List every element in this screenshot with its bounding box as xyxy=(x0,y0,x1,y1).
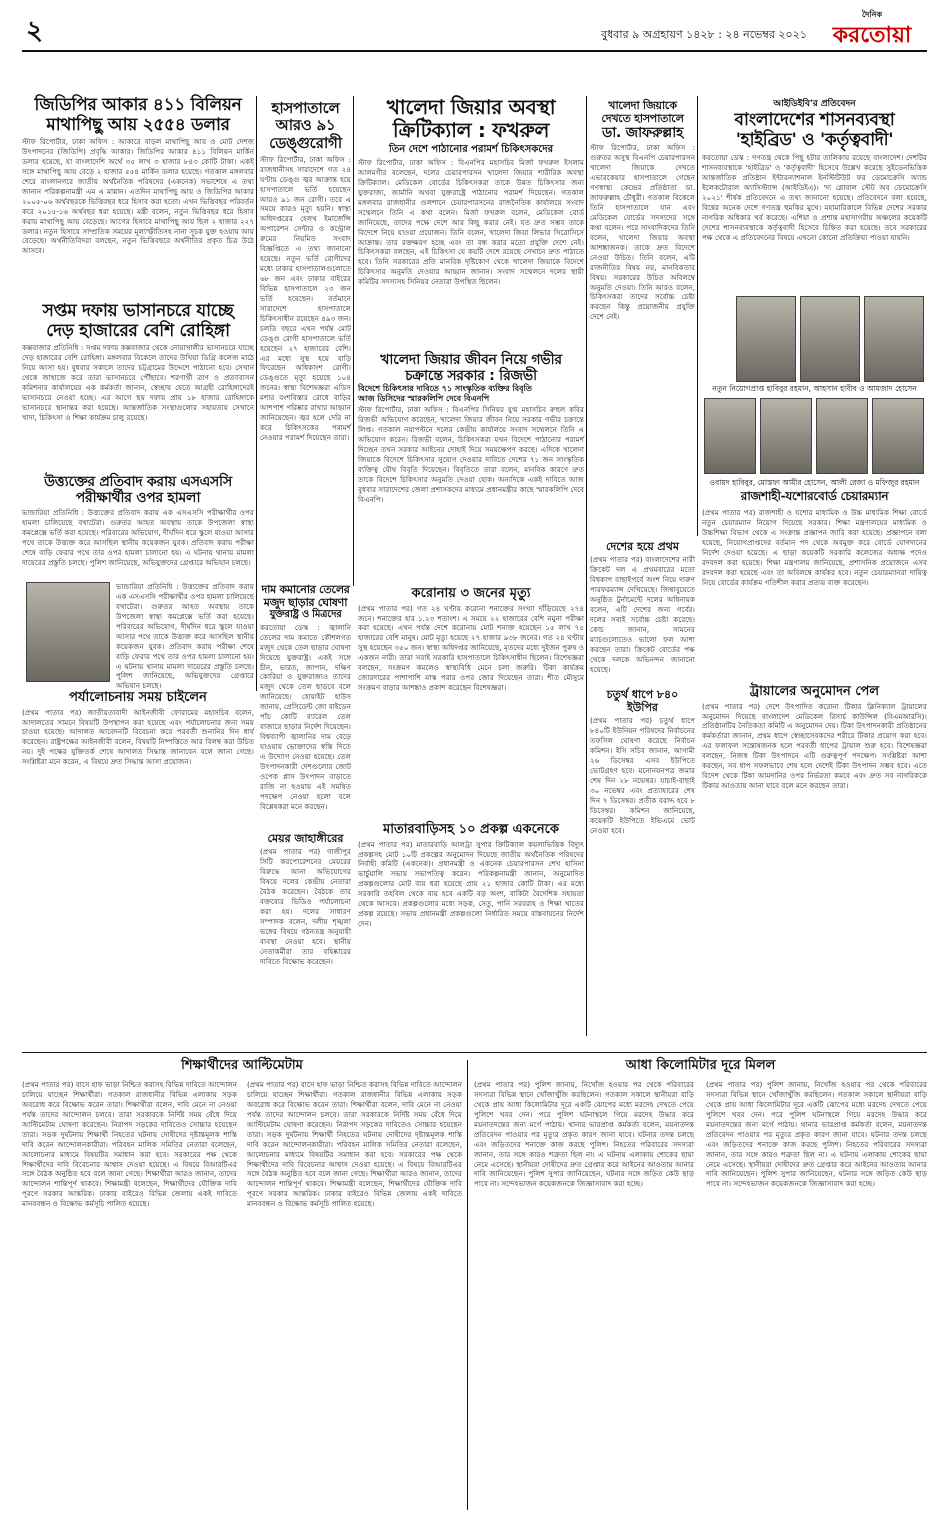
headline: পর্যালোচনায় সময় চাইলেন xyxy=(69,690,207,705)
article-body: (প্রথম পাতার পর) চতুর্থ ধাপে ৮৪০টি ইউনিয়ন পরিষদের নির্বাচনের তফসিল ঘোষণা করেছে নির্বাচন কমিশন। ইসি সচিব জানান, আগামী ২৬ ডিসেম্বর এসব ইউপিতে ভোটগ্রহণ হবে। মনোনয়নপত্র জমার শেষ দিন ২৮ নভেম্বর। যাচাই-বাছাই ৩০ নভেম্বর এবং প্রত্যাহারের শেষ দিন ৭ ডিসেম্বর। প্রতীক বরাদ্দ হবে ৮ ডিসেম্বর। কমিশন জানিয়েছে, কয়েকটি ইউপিতে ইভিএমে ভোট নেওয়া হবে। xyxy=(590,716,695,835)
article-body: করতোয়া ডেস্ক : জ্বালানি তেলের দাম কমাতে কৌশলগত মজুদ থেকে তেল ছাড়ার ঘোষণা দিয়েছে যুক্তরাষ্ট্র। একই সঙ্গে চীন, ভারত, জাপান, দক্ষিণ কোরিয়া ও যুক্তরাজ্যও তাদের মজুদ থেকে তেল ছাড়বে বলে জানিয়েছে। হোয়াইট হাউস জানায়, প্রেসিডেন্ট জো বাইডেন পাঁচ কোটি ব্যারেল তেল বাজারে ছাড়ার নির্দেশ দিয়েছেন। বিশ্বব্যাপী জ্বালানির দাম বেড়ে যাওয়ায় ভোক্তাদের স্বস্তি দিতে এ উদ্যোগ নেওয়া হয়েছে। তেল উৎপাদনকারী দেশগুলোর জোট ওপেক প্লাস উৎপাদন বাড়াতে রাজি না হওয়ায় এই সমন্বিত পদক্ষেপ নেওয়া হলো বলে বিশ্লেষকরা মনে করছেন। xyxy=(260,622,351,811)
article-oil-reserve xyxy=(260,584,351,830)
article-body: কক্সবাজার প্রতিনিধি : সপ্তম দফায় কক্সবাজার থেকে নোয়াখালীর ভাসানচরে যাচ্ছে দেড় হাজারের বেশি রোহিঙ্গা। মঙ্গলবার বিকেলে তাদের উখিয়া ডিগ্রি কলেজ মাঠে নিয়ে আসা হয়। বুধবার সকালে তাদের চট্টগ্রামের উদ্দেশে পাঠানো হবে। সেখান থেকে জাহাজে করে তারা ভাসানচরে পৌঁছাবে। শরণার্থী ত্রাণ ও প্রত্যাবাসন কমিশনার কার্যালয়ের এক কর্মকর্তা জানান, স্বেচ্ছায় যেতে আগ্রহী রোহিঙ্গাদেরই ভাসানচরে নেওয়া হচ্ছে। এর আগে ছয় দফায় প্রায় ১৮ হাজার রোহিঙ্গাকে ভাসানচরে স্থানান্তর করা হয়েছে। আন্তর্জাতিক সংস্থাগুলোর সহায়তায় সেখানে খাদ্য, চিকিৎসা ও শিক্ষা কার্যক্রম চালু রয়েছে। xyxy=(22,343,254,422)
article-body: স্টাফ রিপোর্টার, ঢাকা অফিস : আকারে বাড়ল মাথাপিছু আয় ও মোট দেশজ উৎপাদনের (জিডিপি) প্রবৃদ্ধি আকার। জিডিপির আকার ৪১১ বিলিয়ন মার্কিন ডলার হয়েছে, যা বাংলাদেশি অর্থে ৩৫ লাখ ৩ হাজার ৮৪৩ কোটি টাকা। একই সঙ্গে মাথাপিছু আয় বেড়ে ২ হাজার ৫৫৪ মার্কিন ডলার হয়েছে। গতকাল মঙ্গলবার শেরে বাংলানগরে জাতীয় অর্থনৈতিক পরিষদের (একনেক) সভাশেষে এ তথ্য জানান পরিকল্পনামন্ত্রী এম এ মান্নান। এতদিন মাথাপিছু আয় ও জিডিপির আকার ২০০৫-০৬ অর্থবছরকে ভিত্তিবছর ধরে হিসাব করা হতো। এখন ভিত্তিবছর পরিবর্তন করে ২০১৫-১৬ অর্থবছর ধরা হয়েছে। মন্ত্রী বলেন, নতুন ভিত্তিবছর ধরে হিসাব করায় মাথাপিছু আয় বেড়েছে। আগের হিসাবে মাথাপিছু আয় ছিল ২ হাজার ২২৭ ডলার। নতুন হিসাবে সাম্প্রতিক সময়ের মূল্যস্ফীতিসহ নানা সূচক যুক্ত হওয়ায় আয় বেড়েছে। অর্থনীতিবিদরা বলছেন, নতুন ভিত্তিবছরে অর্থনীতির প্রকৃত চিত্র উঠে আসবে। xyxy=(22,137,254,256)
section-rule xyxy=(22,1052,927,1053)
headline: চক্রান্তে সরকার : রিজভী xyxy=(405,368,537,385)
column-rule xyxy=(467,1060,468,1510)
article-body: স্টাফ রিপোর্টার, ঢাকা অফিস : গুরুতর অসুস্থ বিএনপি চেয়ারপারসন খালেদা জিয়াকে দেখতে এভারকেয়ার হাসপাতালে গেছেন গণস্বাস্থ্য কেন্দ্রের প্রতিষ্ঠাতা ডা. জাফরুল্লাহ চৌধুরী। গতকাল বিকেলে তিনি হাসপাতালে যান এবং মেডিকেল বোর্ডের সদস্যদের সঙ্গে কথা বলেন। পরে সাংবাদিকদের তিনি বলেন, খালেদা জিয়ার অবস্থা আশঙ্কাজনক। তাকে দ্রুত বিদেশে নেওয়া উচিত। তিনি বলেন, এটি রাজনীতির বিষয় নয়, মানবিকতার বিষয়। সরকারের উচিত অবিলম্বে অনুমতি দেওয়া। তিনি আরও বলেন, চিকিৎসকরা তাদের সর্বোচ্চ চেষ্টা করছেন কিন্তু প্রয়োজনীয় প্রযুক্তি দেশে নেই। xyxy=(590,143,695,322)
article-body: (প্রথম পাতার পর) গাজীপুর সিটি করপোরেশনের মেয়রের বিরুদ্ধে আনা অভিযোগের বিষয়ে দলের কেন্দ্রীয় নেতারা বৈঠক করেছেন। বৈঠকে তার বক্তব্যের ভিডিও পর্যালোচনা করা হয়। দলের সাধারণ সম্পাদক বলেন, দলীয় শৃঙ্খলা ভঙ্গের বিষয়ে গঠনতন্ত্র অনুযায়ী ব্যবস্থা নেওয়া হবে। স্থানীয় নেতাকর্মীরা তার বহিষ্কারের দাবিতে বিক্ষোভ করেছেন। xyxy=(260,847,351,966)
article-half-km xyxy=(474,1058,927,1510)
article-rizvi xyxy=(358,352,584,574)
logo-text: করতোয়া xyxy=(832,22,912,48)
portrait-photo xyxy=(736,296,796,382)
article-body: ভান্ডারিয়া প্রতিনিধি : উত্ত্যক্তের প্রতিবাদ করায় এক এসএসসি পরীক্ষার্থীর ওপর হামলা চালিয়েছে বখাটেরা। গুরুতর আহত অবস্থায় তাকে উপজেলা স্বাস্থ্য কমপ্লেক্সে ভর্তি করা হয়েছে। পরিবারের অভিযোগ, দীর্ঘদিন ধরে স্কুলে যাওয়া আসার পথে তাকে উত্ত্যক্ত করে আসছিল স্থানীয় কয়েকজন যুবক। প্রতিবাদ করায় পরীক্ষা শেষে বাড়ি ফেরার পথে তার ওপর হামলা চালানো হয়। এ ঘটনায় থানায় মামলা দায়েরের প্রস্তুতি চলছে। পুলিশ জানিয়েছে, অভিযুক্তদের গ্রেপ্তারে অভিযান চলছে। xyxy=(116,582,254,691)
article-body: স্টাফ রিপোর্টার, ঢাকা অফিস : বিএনপির মহাসচিব মির্জা ফখরুল ইসলাম আলমগীর বলেছেন, দলের চেয়ারপারসন খালেদা জিয়ার শারীরিক অবস্থা ক্রিটিক্যাল। মেডিকেল বোর্ডের চিকিৎসকরা তাকে উন্নত চিকিৎসার জন্য যুক্তরাজ্য, জার্মানি অথবা যুক্তরাষ্ট্রে পাঠানোর পরামর্শ দিয়েছেন। গতকাল মঙ্গলবার রাজধানীর গুলশানে চেয়ারপারসনের রাজনৈতিক কার্যালয়ে সংবাদ সম্মেলনে তিনি এ কথা বলেন। মির্জা ফখরুল বলেন, মেডিকেল বোর্ড জানিয়েছে, তাদের পক্ষে দেশে আর কিছু করার নেই। যত দ্রুত সম্ভব তাকে বিদেশে নিয়ে যাওয়া প্রয়োজন। তিনি বলেন, খালেদা জিয়া লিভার সিরোসিসে আক্রান্ত। তার রক্তক্ষরণ হচ্ছে এবং তা বন্ধ করার মতো প্রযুক্তি দেশে নেই। চিকিৎসকরা বলছেন, এই চিকিৎসা যে কয়টি দেশে রয়েছে সেখানে দ্রুত পাঠাতে হবে। তিনি সরকারের প্রতি মানবিক দৃষ্টিকোণ থেকে খালেদা জিয়াকে বিদেশে চিকিৎসার অনুমতি দেওয়ার আহ্বান জানান। সংবাদ সম্মেলনে দলের স্থায়ী কমিটির সদস্যসহ সিনিয়র নেতারা উপস্থিত ছিলেন। xyxy=(358,158,584,287)
article-body: (প্রথম পাতার পর) পুলিশ জানায়, নিখোঁজ হওয়ার পর থেকে পরিবারের সদস্যরা বিভিন্ন স্থানে খোঁজাখুঁজি করছিলেন। গতকাল সকালে স্থানীয়রা বাড়ি থেকে প্রায় আধা কিলোমিটার দূরে একটি ঝোপের মধ্যে মরদেহ দেখতে পেয়ে পুলিশে খবর দেন। পরে পুলিশ ঘটনাস্থলে গিয়ে মরদেহ উদ্ধার করে ময়নাতদন্তের জন্য মর্গে পাঠায়। থানার ভারপ্রাপ্ত কর্মকর্তা বলেন, ময়নাতদন্ত প্রতিবেদন পাওয়ার পর মৃত্যুর প্রকৃত কারণ জানা যাবে। ঘটনার তদন্ত চলছে এবং জড়িতদের শনাক্তে কাজ করছে পুলিশ। নিহতের পরিবারের সদস্যরা জানান, তার সঙ্গে কারও শত্রুতা ছিল না। এ ঘটনায় এলাকায় শোকের ছায়া নেমে এসেছে। স্থানীয়রা দোষীদের দ্রুত গ্রেপ্তার করে আইনের আওতায় আনার দাবি জানিয়েছেন। পুলিশ সুপার জানিয়েছেন, ঘটনার সঙ্গে জড়িত কেউ ছাড় পাবে না। সন্দেহভাজন কয়েকজনকে জিজ্ঞাসাবাদ করা হচ্ছে। xyxy=(474,1080,694,1189)
headline: খালেদা জিয়াকে xyxy=(608,99,677,112)
article-fourth-phase xyxy=(590,688,695,1036)
article-corona-deaths xyxy=(358,586,584,818)
headline: মাথাপিছু আয় ২৫৫৪ ডলার xyxy=(46,114,230,135)
headline: শিক্ষার্থীদের আল্টিমেটাম xyxy=(181,1058,303,1073)
headline: করোনায় ৩ জনের মৃত্যু xyxy=(411,586,531,601)
headline: খালেদা জিয়ার জীবন নিয়ে গভীর xyxy=(380,352,562,368)
article-khaleda-critical xyxy=(358,96,584,346)
article-body: (প্রথম পাতার পর) দেশে উৎপাদিত করোনা টিকার ক্লিনিক্যাল ট্রায়ালের অনুমোদন দিয়েছে বাংলাদেশ মেডিকেল রিসার্চ কাউন্সিল (বিএমআরসি)। প্রতিষ্ঠানটির নৈতিকতা কমিটি এ অনুমোদন দেয়। টিকা উৎপাদনকারী প্রতিষ্ঠানের কর্মকর্তারা জানান, প্রথম ধাপে স্বেচ্ছাসেবকদের শরীরে টিকার প্রয়োগ করা হবে। এর ফলাফল সন্তোষজনক হলে পরবর্তী ধাপের ট্রায়াল শুরু হবে। বিশেষজ্ঞরা বলছেন, নিজস্ব টিকা উৎপাদনে এটি গুরুত্বপূর্ণ পদক্ষেপ। সংশ্লিষ্টরা আশা করছেন, সব ধাপ সফলভাবে শেষ হলে দেশেই টিকা উৎপাদন সম্ভব হবে। এতে বিদেশ থেকে টিকা আমদানির ওপর নির্ভরতা কমবে এবং দ্রুত সব নাগরিককে টিকার আওতায় আনা যাবে বলে মনে করছেন তারা। xyxy=(702,701,927,791)
headline: ডা. জাফরুল্লাহ xyxy=(601,125,684,142)
portrait-photo xyxy=(800,296,860,382)
headline: ডেঙ্গুরোগী xyxy=(269,133,342,152)
headline: চতুর্থ ধাপে ৮৪০ ইউপির xyxy=(606,688,679,715)
bullet-1: বিদেশে চিকিৎসার দাবিতে ৭১ সাংস্কৃতিক ব্যক্তির বিবৃতি xyxy=(358,384,532,394)
headline: দেখতে হাসপাতালে xyxy=(601,111,684,125)
portrait-photo xyxy=(760,398,812,474)
article-body: (প্রথম পাতার পর) বাসে হাফ ভাড়া নিশ্চিত করাসহ বিভিন্ন দাবিতে আন্দোলন চালিয়ে যাচ্ছেন শিক্ষার্থীরা। গতকাল রাজধানীর বিভিন্ন এলাকায় সড়ক অবরোধ করে বিক্ষোভ করেন তারা। শিক্ষার্থীরা বলেন, দাবি মেনে না নেওয়া পর্যন্ত তাদের আন্দোলন চলবে। তারা সরকারকে নির্দিষ্ট সময় বেঁধে দিয়ে আল্টিমেটাম ঘোষণা করেছেন। নিরাপদ সড়কের দাবিতেও সোচ্চার হয়েছেন তারা। সড়ক দুর্ঘটনায় শিক্ষার্থী নিহতের ঘটনায় দোষীদের দৃষ্টান্তমূলক শাস্তি দাবি করেন আন্দোলনকারীরা। পরিবহন মালিক সমিতির নেতারা বলেছেন, আলোচনার মাধ্যমে বিষয়টির সমাধান করা হবে। সরকারের পক্ষ থেকে শিক্ষার্থীদের দাবি বিবেচনার আশ্বাস দেওয়া হয়েছে। এ বিষয়ে বিআরটিএর সঙ্গে বৈঠক অনুষ্ঠিত হবে বলে জানা গেছে। শিক্ষার্থীরা আরও জানান, তাদের আন্দোলন শান্তিপূর্ণ থাকবে। শিক্ষামন্ত্রী বলেছেন, শিক্ষার্থীদের যৌক্তিক দাবি পূরণে সরকার আন্তরিক। ঢাকার বাইরেও বিভিন্ন জেলায় একই দাবিতে মানববন্ধন ও বিক্ষোভ কর্মসূচি পালিত হয়েছে। xyxy=(247,1080,462,1209)
column-rule xyxy=(586,96,587,1036)
portrait-photo xyxy=(872,398,924,474)
article-students xyxy=(22,1058,462,1510)
article-board-chairman xyxy=(702,296,927,676)
photo-caption: ওবায়দ হাবিবুর, মোস্তফা আমীর হোসেন, আলী রেজা ও মফিজুর রহমান xyxy=(709,478,920,487)
headline: মাতারবাড়িসহ ১০ প্রকল্প একনেকে xyxy=(383,822,559,837)
article-body: স্টাফ রিপোর্টার, ঢাকা অফিস : রাজধানীসহ সারাদেশে গত ২৪ ঘণ্টায় ডেঙ্গু জ্বর আক্রান্ত হয়ে হাসপাতালে ভর্তি হয়েছেন আরও ৯১ জন রোগী। তবে এ সময়ে কারও মৃত্যু হয়নি। স্বাস্থ্য অধিদপ্তরের হেলথ ইমার্জেন্সি অপারেশন সেন্টার ও কন্ট্রোল রুমের নিয়মিত সংবাদ বিজ্ঞপ্তিতে এ তথ্য জানানো হয়েছে। নতুন ভর্তি রোগীদের মধ্যে ঢাকার হাসপাতালগুলোতে ৬৮ জন এবং ঢাকার বাইরের বিভিন্ন হাসপাতালে ২৩ জন ভর্তি হয়েছেন। বর্তমানে সারাদেশে হাসপাতালে চিকিৎসাধীন রয়েছেন ৪৯৩ জন। চলতি বছরে এখন পর্যন্ত মোট ডেঙ্গু রোগী হাসপাতালে ভর্তি হয়েছেন ২৭ হাজারের বেশি। এর মধ্যে সুস্থ হয়ে বাড়ি ফিরেছেন অধিকাংশ রোগী। ডেঙ্গুতে মৃত্যু হয়েছে ১০৪ জনের। স্বাস্থ্য বিশেষজ্ঞরা এডিস মশার বংশবিস্তার রোধে বাড়ির আশপাশ পরিষ্কার রাখার আহ্বান জানিয়েছেন। জ্বর হলে দেরি না করে চিকিৎসকের পরামর্শ নেওয়ার পরামর্শ দিয়েছেন তারা। xyxy=(260,154,351,442)
portrait-photo xyxy=(704,398,756,474)
headline: রাজশাহী-যশোরবোর্ড চেয়ারম্যান xyxy=(740,489,889,503)
column-rule xyxy=(353,96,354,586)
headline: যুক্তরাষ্ট্র ও মিত্রদের xyxy=(269,609,342,621)
news-photo xyxy=(26,582,110,682)
photo-caption: নতুন নিয়োগপ্রাপ্ত হাবিবুর রহমান, আহসান হাবীব ও আমজাদ হোসেন xyxy=(712,384,917,393)
article-trial xyxy=(702,684,927,1040)
headline: ট্রায়ালের অনুমোদন পেল xyxy=(749,684,880,699)
portrait-photo xyxy=(816,398,868,474)
article-governance xyxy=(702,96,927,292)
article-matarbari xyxy=(358,822,584,1038)
logo-small: দৈনিক xyxy=(861,9,883,19)
headline: সপ্তম দফায় ভাসানচরে যাচ্ছে xyxy=(42,301,234,321)
headline: দেশের হয়ে প্রথম xyxy=(605,540,679,553)
headline: পরীক্ষার্থীর ওপর হামলা xyxy=(75,490,201,507)
article-body: স্টাফ রিপোর্টার, ঢাকা অফিস : বিএনপির সিনিয়র যুগ্ম মহাসচিব রুহুল কবির রিজভী অভিযোগ করেছেন, খালেদা জিয়ার জীবন নিয়ে সরকার গভীর চক্রান্তে লিপ্ত। গতকাল নয়াপল্টনে দলের কেন্দ্রীয় কার্যালয়ে সংবাদ সম্মেলনে তিনি এ অভিযোগ করেন। রিজভী বলেন, চিকিৎসকরা যখন বিদেশে পাঠানোর পরামর্শ দিচ্ছেন তখন সরকার আইনের দোহাই দিয়ে সময়ক্ষেপণ করছে। এদিকে খালেদা জিয়াকে বিদেশে চিকিৎসার সুযোগ দেওয়ার দাবিতে দেশের ৭১ জন সাংস্কৃতিক ব্যক্তিত্ব যৌথ বিবৃতি দিয়েছেন। বিবৃতিতে তারা বলেন, মানবিক কারণে দ্রুত তাকে বিদেশে চিকিৎসার অনুমতি দেওয়া হোক। অন্যদিকে একই দাবিতে আজ বুধবার সারাদেশের জেলা প্রশাসকদের মাধ্যমে প্রধানমন্ত্রীর কাছে স্মারকলিপি দেবে বিএনপি। xyxy=(358,405,584,504)
headline: আধা কিলোমিটার দূরে মিলল xyxy=(625,1058,776,1073)
article-body: (প্রথম পাতার পর) বাসে হাফ ভাড়া নিশ্চিত করাসহ বিভিন্ন দাবিতে আন্দোলন চালিয়ে যাচ্ছেন শিক্ষার্থীরা। গতকাল রাজধানীর বিভিন্ন এলাকায় সড়ক অবরোধ করে বিক্ষোভ করেন তারা। শিক্ষার্থীরা বলেন, দাবি মেনে না নেওয়া পর্যন্ত তাদের আন্দোলন চলবে। তারা সরকারকে নির্দিষ্ট সময় বেঁধে দিয়ে আল্টিমেটাম ঘোষণা করেছেন। নিরাপদ সড়কের দাবিতেও সোচ্চার হয়েছেন তারা। সড়ক দুর্ঘটনায় শিক্ষার্থী নিহতের ঘটনায় দোষীদের দৃষ্টান্তমূলক শাস্তি দাবি করেন আন্দোলনকারীরা। পরিবহন মালিক সমিতির নেতারা বলেছেন, আলোচনার মাধ্যমে বিষয়টির সমাধান করা হবে। সরকারের পক্ষ থেকে শিক্ষার্থীদের দাবি বিবেচনার আশ্বাস দেওয়া হয়েছে। এ বিষয়ে বিআরটিএর সঙ্গে বৈঠক অনুষ্ঠিত হবে বলে জানা গেছে। শিক্ষার্থীরা আরও জানান, তাদের আন্দোলন শান্তিপূর্ণ থাকবে। শিক্ষামন্ত্রী বলেছেন, শিক্ষার্থীদের যৌক্তিক দাবি পূরণে সরকার আন্তরিক। ঢাকার বাইরেও বিভিন্ন জেলায় একই দাবিতে মানববন্ধন ও বিক্ষোভ কর্মসূচি পালিত হয়েছে। xyxy=(22,1080,237,1209)
headline: 'হাইব্রিড' ও 'কর্তৃত্ববাদী' xyxy=(735,129,894,150)
kicker: আইডিইবি'র প্রতিবেদন xyxy=(773,99,856,109)
article-review xyxy=(22,690,254,840)
headline: দেড় হাজারের বেশি রোহিঙ্গা xyxy=(46,320,230,341)
article-body: করতোয়া ডেস্ক : গণতন্ত্র থেকে পিছু হটার তালিকায় রয়েছে বাংলাদেশ। দেশটির শাসনব্যবস্থাকে 'হাইব্রিড' ও 'কর্তৃত্ববাদী' হিসেবে উল্লেখ করেছে সুইডেনভিত্তিক আন্তর্জাতিক প্রতিষ্ঠান ইন্টারন্যাশনাল ইনস্টিটিউট ফর ডেমোক্রেসি অ্যান্ড ইলেকটোরাল অ্যাসিস্ট্যান্স (আইডিইএ)। 'দ্য গ্লোবাল স্টেট অব ডেমোক্রেসি ২০২১' শীর্ষক প্রতিবেদনে এ তথ্য জানানো হয়েছে। প্রতিবেদনে বলা হয়েছে, বিশ্বের অনেক দেশে গণতন্ত্র হুমকির মুখে। মহামারিকালে বিভিন্ন দেশের সরকার নাগরিক অধিকার খর্ব করেছে। এশিয়া ও প্রশান্ত মহাসাগরীয় অঞ্চলের কয়েকটি দেশের শাসনব্যবস্থাকে কর্তৃত্ববাদী হিসেবে চিহ্নিত করা হয়েছে। তবে সরকারের পক্ষ থেকে এ প্রতিবেদনের বিষয়ে এখনো কোনো প্রতিক্রিয়া পাওয়া যায়নি। xyxy=(702,153,927,242)
portrait-photo xyxy=(864,296,924,382)
headline: ক্রিটিক্যাল : ফখরুল xyxy=(392,118,550,142)
masthead-logo xyxy=(817,10,927,46)
headline: আরও ৯১ xyxy=(275,116,336,135)
article-body: (প্রথম পাতার পর) বাংলাদেশের নারী ক্রিকেট দল এ প্রথমবারের মতো বিশ্বকাপ বাছাইপর্বে অংশ নিয়ে দারুণ পারফরম্যান্স দেখিয়েছে। জিম্বাবুয়েতে অনুষ্ঠিত টুর্নামেন্টে দলের অধিনায়ক বলেন, এটি দেশের জন্য গর্বের। দলের সবাই সর্বোচ্চ চেষ্টা করেছে। কোচ জানান, সামনের ম্যাচগুলোতেও ভালো ফল আশা করছেন তারা। ক্রিকেট বোর্ডের পক্ষ থেকে দলকে অভিনন্দন জানানো হয়েছে। xyxy=(590,555,695,674)
page-number: ২ xyxy=(26,16,43,46)
headline: বাংলাদেশের শাসনব্যবস্থা xyxy=(734,110,895,130)
article-dengue xyxy=(260,100,351,582)
column-rule xyxy=(697,96,698,536)
article-first xyxy=(590,540,695,684)
headline: দাম কমানোর তেলের xyxy=(261,583,350,596)
article-body: (প্রথম পাতার পর) গত ২৪ ঘণ্টায় করোনা শনাক্তের সংখ্যা দাঁড়িয়েছে ২৭৪ জনে। শনাক্তের হার ১.২৩ শতাংশ। এ সময়ে ২২ হাজারের বেশি নমুনা পরীক্ষা করা হয়েছে। এখন পর্যন্ত দেশে করোনায় মোট শনাক্ত হয়েছেন ১৫ লাখ ৭৫ হাজারের বেশি মানুষ। মোট মৃত্যু হয়েছে ২৭ হাজার ৯৩৮ জনের। গত ২৪ ঘণ্টায় সুস্থ হয়েছেন ৩৫০ জন। স্বাস্থ্য অধিদপ্তর জানিয়েছে, মৃতদের মধ্যে দুইজন পুরুষ ও একজন নারী। তারা সবাই সরকারি হাসপাতালে চিকিৎসাধীন ছিলেন। বিশেষজ্ঞরা বলছেন, সংক্রমণ কমলেও স্বাস্থ্যবিধি মেনে চলা জরুরি। টিকা কার্যক্রম জোরদারের পাশাপাশি মাস্ক পরার ওপর জোর দিয়েছেন তারা। শীত মৌসুমে সংক্রমণ বাড়ার আশঙ্কাও প্রকাশ করেছেন বিশেষজ্ঞরা। xyxy=(358,603,585,693)
bullet-2: আজ ডিসিদের স্মারকলিপি দেবে বিএনপি xyxy=(358,393,490,403)
headline: জিডিপির আকার ৪১১ বিলিয়ন xyxy=(34,95,242,115)
article-body: ভান্ডারিয়া প্রতিনিধি : উত্ত্যক্তের প্রতিবাদ করায় এক এসএসসি পরীক্ষার্থীর ওপর হামলা চালিয়েছে বখাটেরা। গুরুতর আহত অবস্থায় তাকে উপজেলা স্বাস্থ্য কমপ্লেক্সে ভর্তি করা হয়েছে। পরিবারের অভিযোগ, দীর্ঘদিন ধরে স্কুলে যাওয়া আসার পথে তাকে উত্ত্যক্ত করে আসছিল স্থানীয় কয়েকজন যুবক। প্রতিবাদ করায় পরীক্ষা শেষে বাড়ি ফেরার পথে তার ওপর হামলা চালানো হয়। এ ঘটনায় থানায় মামলা দায়েরের প্রস্তুতি চলছে। পুলিশ জানিয়েছে, অভিযুক্তদের গ্রেপ্তারে অভিযান চলছে। xyxy=(22,508,254,567)
article-zafrullah xyxy=(590,100,695,536)
article-body: (প্রথম পাতার পর) রাজশাহী ও যশোর মাধ্যমিক ও উচ্চ মাধ্যমিক শিক্ষা বোর্ডে নতুন চেয়ারম্যান নিয়োগ দিয়েছে সরকার। শিক্ষা মন্ত্রণালয়ের মাধ্যমিক ও উচ্চশিক্ষা বিভাগ থেকে এ সংক্রান্ত প্রজ্ঞাপন জারি করা হয়েছে। প্রজ্ঞাপনে বলা হয়েছে, নিয়োগপ্রাপ্তদের বর্তমান পদ থেকে অবমুক্ত করে বোর্ডে যোগদানের নির্দেশ দেওয়া হয়েছে। এ ছাড়া কয়েকটি সরকারি কলেজের অধ্যক্ষ পদেও রদবদল করা হয়েছে। শিক্ষা মন্ত্রণালয় জানিয়েছে, প্রশাসনিক প্রয়োজনে এসব রদবদল করা হয়েছে এবং তা অবিলম্বে কার্যকর হবে। নতুন চেয়ারম্যানরা দায়িত্ব নিয়ে বোর্ডের কার্যক্রম গতিশীল করার প্রত্যয় ব্যক্ত করেছেন। xyxy=(702,508,927,587)
headline: মজুদ ছাড়ার ঘোষণা xyxy=(263,595,348,609)
headline: উত্ত্যক্তের প্রতিবাদ করায় এসএসসি xyxy=(44,474,232,490)
column-rule xyxy=(256,96,257,691)
page-header xyxy=(22,8,927,52)
issue-date: বুধবার ৯ অগ্রহায়ণ ১৪২৮ : ২৪ নভেম্বর ২০২১ xyxy=(600,28,807,41)
subheadline: তিন দেশে পাঠানোর পরামর্শ চিকিৎসকদের xyxy=(388,144,554,155)
article-gdp xyxy=(22,96,254,296)
article-body: (প্রথম পাতার পর) মাতারবাড়ি আলট্রা সুপার ক্রিটিক্যাল কয়লাভিত্তিক বিদ্যুৎ প্রকল্পসহ মোট ১০টি প্রকল্পের অনুমোদন দিয়েছে জাতীয় অর্থনৈতিক পরিষদের নির্বাহী কমিটি (একনেক)। প্রধানমন্ত্রী ও একনেক চেয়ারপারসন শেখ হাসিনা ভার্চুয়ালি সভায় সভাপতিত্ব করেন। পরিকল্পনামন্ত্রী জানান, অনুমোদিত প্রকল্পগুলোর মোট ব্যয় ধরা হয়েছে প্রায় ২১ হাজার কোটি টাকা। এর মধ্যে সরকারি তহবিল থেকে ব্যয় হবে একটি বড় অংশ, বাকিটা বৈদেশিক সহায়তা থেকে আসবে। প্রকল্পগুলোর মধ্যে সড়ক, সেতু, পানি সরবরাহ ও শিক্ষা খাতের প্রকল্প রয়েছে। সভায় প্রধানমন্ত্রী প্রকল্পগুলো নির্ধারিত সময়ে বাস্তবায়নের নির্দেশ দেন। xyxy=(358,839,584,929)
article-ssc-attack xyxy=(22,474,254,691)
headline: হাসপাতালে xyxy=(271,99,340,117)
article-rohingya xyxy=(22,302,254,464)
article-body: (প্রথম পাতার পর) পুলিশ জানায়, নিখোঁজ হওয়ার পর থেকে পরিবারের সদস্যরা বিভিন্ন স্থানে খোঁজাখুঁজি করছিলেন। গতকাল সকালে স্থানীয়রা বাড়ি থেকে প্রায় আধা কিলোমিটার দূরে একটি ঝোপের মধ্যে মরদেহ দেখতে পেয়ে পুলিশে খবর দেন। পরে পুলিশ ঘটনাস্থলে গিয়ে মরদেহ উদ্ধার করে ময়নাতদন্তের জন্য মর্গে পাঠায়। থানার ভারপ্রাপ্ত কর্মকর্তা বলেন, ময়নাতদন্ত প্রতিবেদন পাওয়ার পর মৃত্যুর প্রকৃত কারণ জানা যাবে। ঘটনার তদন্ত চলছে এবং জড়িতদের শনাক্তে কাজ করছে পুলিশ। নিহতের পরিবারের সদস্যরা জানান, তার সঙ্গে কারও শত্রুতা ছিল না। এ ঘটনায় এলাকায় শোকের ছায়া নেমে এসেছে। স্থানীয়রা দোষীদের দ্রুত গ্রেপ্তার করে আইনের আওতায় আনার দাবি জানিয়েছেন। পুলিশ সুপার জানিয়েছেন, ঘটনার সঙ্গে জড়িত কেউ ছাড় পাবে না। সন্দেহভাজন কয়েকজনকে জিজ্ঞাসাবাদ করা হচ্ছে। xyxy=(706,1080,927,1189)
headline: খালেদা জিয়ার অবস্থা xyxy=(386,95,556,119)
headline: মেয়র জাহাঙ্গীরের xyxy=(267,832,344,845)
article-body: (প্রথম পাতার পর) জাতীয়তাবাদী আইনজীবী ফোরামের মহাসচিব বলেন, আদালতের সামনে বিষয়টি উপস্থাপন করা হয়েছে এবং পর্যালোচনার জন্য সময় চাওয়া হয়েছে। আদালত আবেদনটি বিবেচনা করে পরবর্তী শুনানির দিন ধার্য করেছেন। রাষ্ট্রপক্ষের আইনজীবী বলেন, বিষয়টি নিষ্পত্তিতে আর বিলম্ব করা উচিত নয়। দুই পক্ষের যুক্তিতর্ক শেষে আদালত সিদ্ধান্ত জানাবেন বলে জানা গেছে। সংশ্লিষ্টরা মনে করেন, এ বিষয়ে দ্রুত সিদ্ধান্ত আসা প্রয়োজন। xyxy=(22,707,254,767)
article-mayor xyxy=(260,832,351,1042)
